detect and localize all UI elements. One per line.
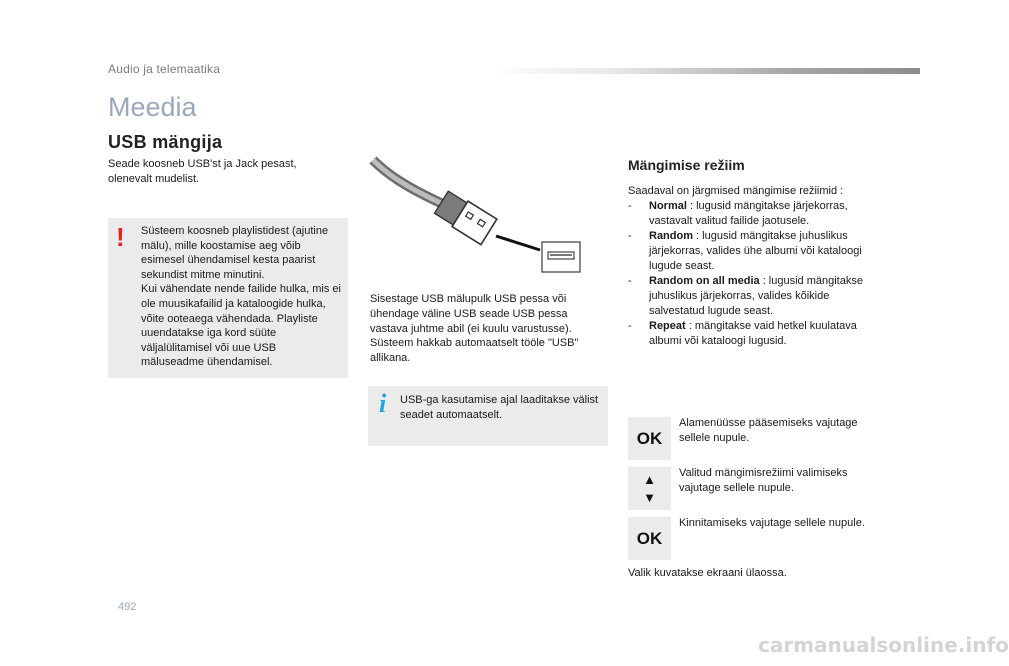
usb-plug-illustration (368, 160, 583, 275)
list-dash: - (628, 200, 632, 212)
info-box (368, 386, 608, 446)
usb-connection-instructions: Sisestage USB mälupulk USB pessa või ühendage väline USB seade USB pessa vastava juhtme abil (ei kuulu varustusse). Süsteem hakkab automaatselt tööle "USB" allikana. (370, 293, 579, 365)
ok-button-icon: OK (628, 517, 671, 560)
arrow-up-icon: ▲ (643, 471, 656, 487)
ok-button-icon: OK (628, 417, 671, 460)
subsection-title: USB mängija (108, 132, 223, 152)
mode-description: : lugusid mängitakse järjekorras, vastavalt valitud failide jaotusele. (649, 200, 848, 227)
footer-note: Valik kuvatakse ekraani ülaossa. (628, 567, 787, 579)
list-item (628, 274, 888, 319)
header-divider (490, 68, 920, 74)
list-item (628, 199, 888, 229)
info-icon: i (379, 389, 387, 418)
section-title: Meedia (108, 92, 197, 122)
playback-mode-intro: Saadaval on järgmised mängimise režiimid : (628, 185, 844, 197)
mode-name: Random (649, 230, 693, 242)
step-text: Alamenüüsse pääsemiseks vajutage sellele nupule. (679, 417, 858, 444)
warning-text: Süsteem koosneb playlistidest (ajutine mälu), mille koostamise aeg võib esimesel ühendamisel kesta paarist sekundist mitme minutini. Kui vähendate nende failide hulka, mis ei ole muusikafailid ja kataloogide hulka, võite ooteaega vähendada. Playliste uuendatakse iga kord süüte väljalülitamisel või uue USB mäluseadme ühendamisel. (141, 225, 341, 369)
list-dash: - (628, 230, 632, 242)
list-item (628, 229, 888, 274)
step-text: Valitud mängimisrežiimi valimiseks vajutage sellele nupule. (679, 467, 848, 494)
watermark: carmanualsonline.info (758, 633, 1009, 657)
playback-mode-title: Mängimise režiim (628, 157, 745, 173)
mode-description: : lugusid mängitakse juhuslikus järjekorras, valides kõikide salvestatud lugude seast. (649, 275, 863, 317)
intro-text: Seade koosneb USB'st ja Jack pesast, olenevalt mudelist. (108, 158, 297, 185)
list-item (628, 319, 888, 349)
warning-icon: ! (116, 222, 125, 252)
mode-description: : mängitakse vaid hetkel kuulatava albumi või kataloogi lugusid. (649, 320, 857, 347)
playback-mode-list (628, 199, 888, 349)
mode-description: : lugusid mängitakse juhuslikus järjekorras, valides ühe albumi või kataloogi lugude seast. (649, 230, 862, 272)
mode-name: Normal (649, 200, 687, 212)
info-text: USB-ga kasutamise ajal laaditakse välist seadet automaatselt. (400, 394, 599, 421)
list-dash: - (628, 320, 632, 332)
step-text: Kinnitamiseks vajutage sellele nupule. (679, 517, 865, 529)
page-number: 492 (118, 601, 137, 613)
warning-box (108, 218, 348, 378)
mode-name: Random on all media (649, 275, 760, 287)
mode-name: Repeat (649, 320, 686, 332)
chapter-title: Audio ja telemaatika (108, 62, 221, 76)
list-dash: - (628, 275, 632, 287)
up-down-arrows-icon (628, 467, 671, 510)
arrow-down-icon: ▼ (643, 489, 656, 505)
